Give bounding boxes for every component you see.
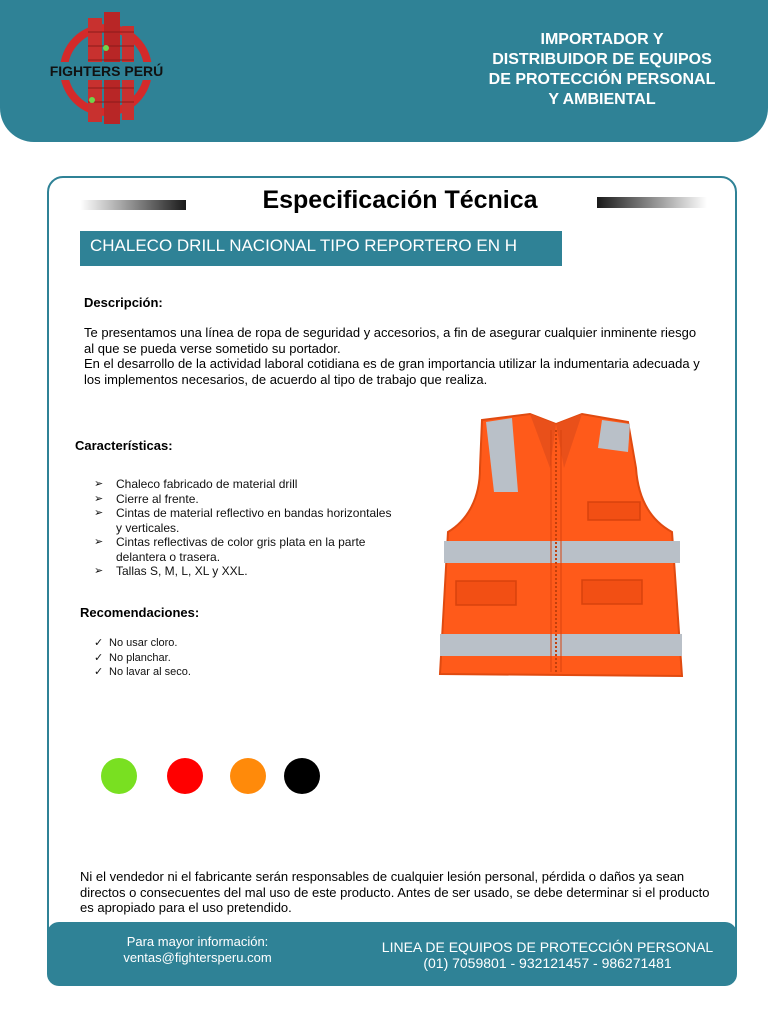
contact-info bbox=[90, 934, 305, 965]
color-swatch-green[interactable] bbox=[101, 758, 137, 794]
tagline-line: DE PROTECCIÓN PERSONAL bbox=[488, 71, 716, 88]
tagline-line: Y AMBIENTAL bbox=[548, 91, 656, 108]
tagline-line: IMPORTADOR Y bbox=[540, 31, 664, 48]
title-divider-right bbox=[597, 197, 707, 208]
features-label: Características: bbox=[75, 438, 173, 453]
feature-item: ➢ Chaleco fabricado de material drill bbox=[94, 477, 399, 492]
page-title: Especificación Técnica bbox=[262, 186, 538, 214]
disclaimer-text: Ni el vendedor ni el fabricante serán responsables de cualquier lesión personal, pérdida o daños ya sean directos o consecuentes del mal uso de este producto. Antes de ser usado, se debe determinar si el producto es apropiado para el uso pretendido. bbox=[80, 869, 710, 915]
features-list bbox=[94, 477, 399, 579]
description-paragraph: Te presentamos una línea de ropa de seguridad y accesorios, a fin de asegurar cualquier inminente riesgo al que se pueda verse sometido su portador. bbox=[84, 325, 697, 356]
fighters-peru-logo bbox=[44, 12, 169, 130]
product-line-info bbox=[370, 939, 725, 971]
header-banner bbox=[0, 0, 768, 142]
contact-label: Para mayor información: bbox=[126, 934, 269, 949]
contact-email[interactable]: ventas@fightersperu.com bbox=[123, 949, 272, 965]
recommendations-label: Recomendaciones: bbox=[80, 605, 200, 620]
vest-product-image bbox=[432, 408, 687, 683]
feature-item: ➢ Cintas reflectivas de color gris plata en la parte delantera o trasera. bbox=[94, 535, 399, 564]
title-divider-left bbox=[80, 200, 186, 210]
feature-item: ➢ Tallas S, M, L, XL y XXL. bbox=[94, 564, 399, 579]
recommendations-list bbox=[94, 636, 191, 680]
color-swatch-black[interactable] bbox=[284, 758, 320, 794]
color-swatch-red[interactable] bbox=[167, 758, 203, 794]
recommendation-item: ✓ No lavar al seco. bbox=[94, 665, 191, 680]
tagline-line: DISTRIBUIDOR DE EQUIPOS bbox=[492, 51, 712, 68]
description-text bbox=[84, 325, 704, 387]
company-tagline bbox=[452, 30, 752, 110]
color-swatch-orange[interactable] bbox=[230, 758, 266, 794]
recommendation-item: ✓ No usar cloro. bbox=[94, 636, 191, 651]
logo-text: FIGHTERS PERÚ bbox=[49, 63, 164, 79]
description-label: Descripción: bbox=[84, 295, 163, 310]
product-line-title: LINEA DE EQUIPOS DE PROTECCIÓN PERSONAL bbox=[381, 939, 714, 955]
feature-item: ➢ Cintas de material reflectivo en bandas horizontales y verticales. bbox=[94, 506, 399, 535]
recommendation-item: ✓ No planchar. bbox=[94, 651, 191, 666]
product-name: CHALECO DRILL NACIONAL TIPO REPORTERO EN H bbox=[80, 231, 562, 266]
contact-phones: (01) 7059801 - 932121457 - 986271481 bbox=[423, 955, 672, 971]
feature-item: ➢ Cierre al frente. bbox=[94, 492, 399, 507]
description-paragraph: En el desarrollo de la actividad laboral cotidiana es de gran importancia utilizar la indumentaria adecuada y los implementos necesarios, de acuerdo al tipo de trabajo que realiza. bbox=[84, 356, 700, 387]
